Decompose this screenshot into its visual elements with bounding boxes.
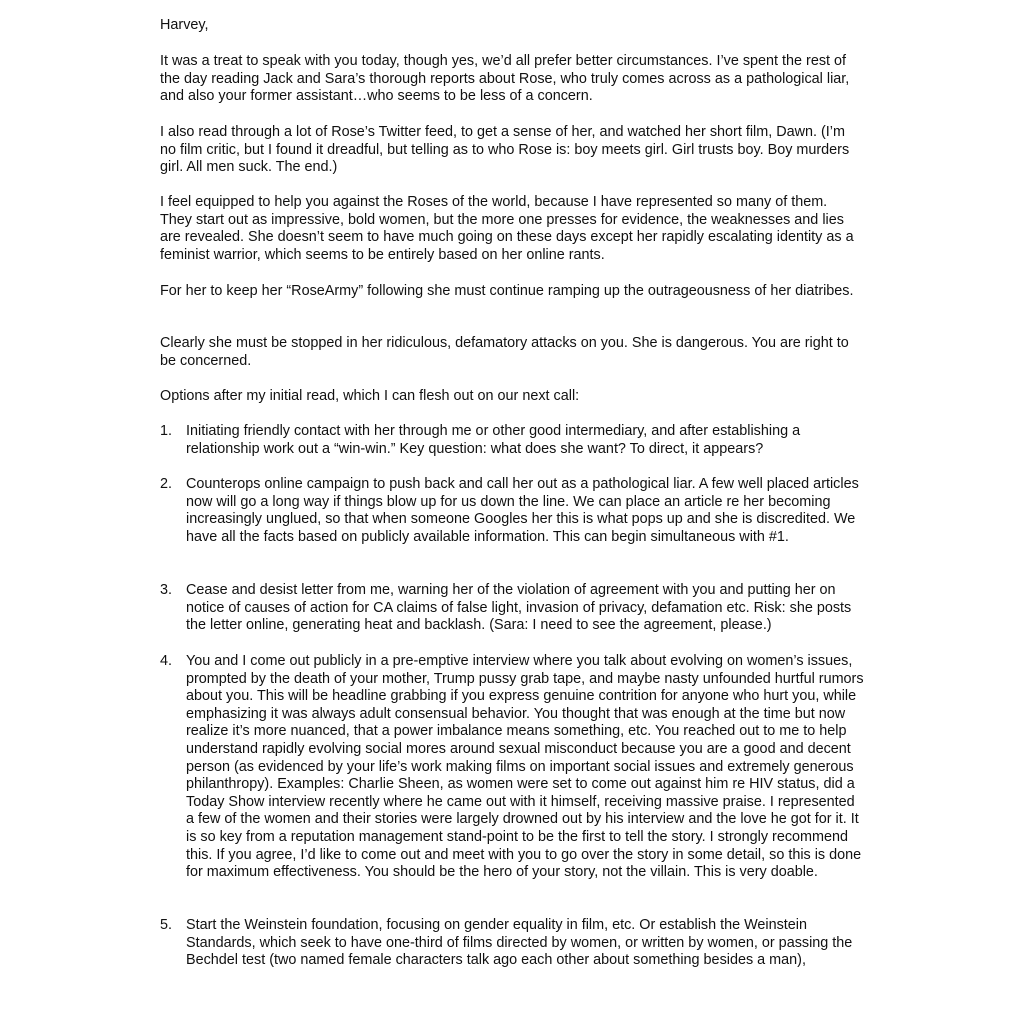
paragraph-rosearmy: For her to keep her “RoseArmy” following she must continue ramping up the outrageousness of her diatribes. [160,283,854,299]
list-item-number: 5. [160,917,173,933]
paragraph-options-intro: Options after my initial read, which I can flesh out on our next call: [160,388,580,404]
salutation: Harvey, [160,17,209,33]
list-item-number: 3. [160,582,173,598]
list-item-text: Cease and desist letter from me, warning her of the violation of agreement with you and putting her on notice of causes of action for CA claims of false light, invasion of privacy, defamation etc. Risk: she posts the letter online, generating heat and backlash. (Sara: I need to see the agreement, please.) [186,582,852,634]
paragraph-opening: It was a treat to speak with you today, though yes, we’d all prefer better circumstances. I’ve spent the rest of the day reading Jack and Sara’s thorough reports about Rose, who truly comes across as a pathological liar, and also your former assistant…who seems to be less of a concern. [160,53,850,105]
list-item-number: 2. [160,476,173,492]
list-item-text: You and I come out publicly in a pre-emptive interview where you talk about evolving on women’s issues, prompted by the death of your mother, Trump pussy grab tape, and maybe nasty unfounded hurtful rumors about you. This will be headline grabbing if you express genuine contrition for anyone who hurt you, while emphasizing it was always adult consensual behavior. You thought that was enough at the time but now realize it’s more nuanced, that a power imbalance means something, etc. You reached out to me to help understand rapidly evolving social mores around sexual misconduct because you are a good and decent person (as evidenced by your life’s work making films on important social issues and extremely generous philanthropy). Examples: Charlie Sheen, as women were set to come out against him re HIV status, did a Today Show interview recently where he came out with it himself, receiving massive praise. I represented a few of the women and their stories were largely drowned out by his interview and the love he got for it. It is so key from a reputation management stand-point to be the first to tell the story. I strongly recommend this. If you agree, I’d like to come out and meet with you to go over the story in some detail, so this is done for maximum effectiveness. You should be the hero of your story, not the villain. This is very doable. [186,653,864,881]
paragraph-stopped: Clearly she must be stopped in her ridiculous, defamatory attacks on you. She is dangerous. You are right to be concerned. [160,335,849,369]
list-item-number: 1. [160,423,173,439]
list-item-text: Counterops online campaign to push back and call her out as a pathological liar. A few well placed articles now will go a long way if things blow up for us down the line. We can place an article re her becoming increasingly unglued, so that when someone Googles her this is what pops up and she is discredited. We have all the facts based on publicly available information. This can begin simultaneous with #1. [186,476,859,545]
paragraph-twitter-film: I also read through a lot of Rose’s Twitter feed, to get a sense of her, and watched her short film, Dawn. (I’m no film critic, but I found it dreadful, but telling as to who Rose is: boy meets girl. Girl trusts boy. Boy murders girl. All men suck. The end.) [160,124,850,176]
list-item-text: Initiating friendly contact with her through me or other good intermediary, and after establishing a relationship work out a “win-win.” Key question: what does she want? To direct, it appears? [186,423,801,457]
list-item-number: 4. [160,653,173,669]
paragraph-equipped: I feel equipped to help you against the Roses of the world, because I have represented so many of them. They start out as impressive, bold women, but the more one presses for evidence, the weaknesses and lies are revealed. She doesn’t seem to have much going on these days except her rapidly escalating identity as a feminist warrior, which seems to be entirely based on her online rants. [160,194,854,263]
list-item-text: Start the Weinstein foundation, focusing on gender equality in film, etc. Or establish the Weinstein Standards, which seek to have one-third of films directed by women, or written by women, or passing the Bechdel test (two named female characters talk ago each other about something besides a man), [186,917,853,969]
